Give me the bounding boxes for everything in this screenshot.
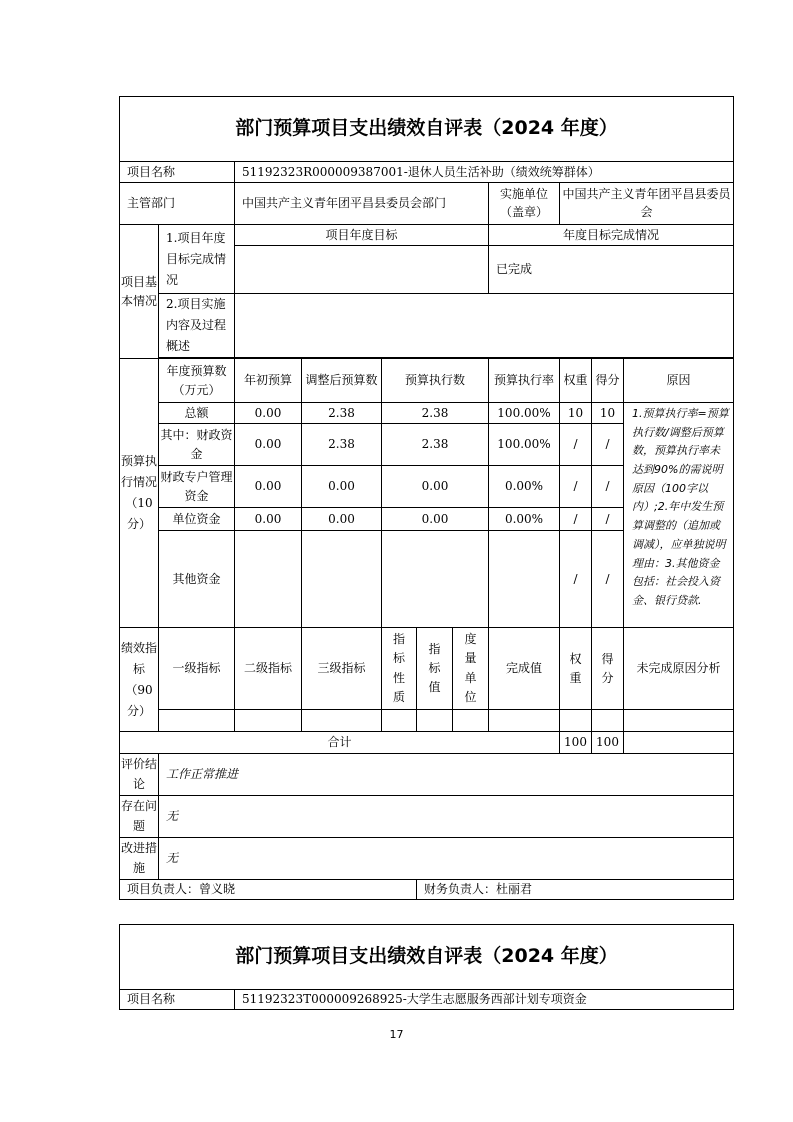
header-adjusted-budget: 调整后预算数: [302, 359, 382, 403]
perf-header-level3: 三级指标: [302, 628, 382, 710]
budget-row-name: 财政专户管理资金: [159, 466, 235, 508]
impl-unit-value: 中国共产主义青年团平昌县委员会: [560, 183, 734, 225]
goal-status-value: 已完成: [489, 246, 734, 294]
project-name-value: 51192323T000009268925-大学生志愿服务西部计划专项资金: [235, 990, 734, 1010]
header-initial-budget: 年初预算: [235, 359, 302, 403]
eval-label: 评价结论: [120, 754, 159, 796]
basic-info-label: 项目基本情况: [120, 225, 159, 359]
header-score: 得分: [592, 359, 624, 403]
budget-row-rate: 0.00%: [489, 508, 560, 531]
budget-row-score: /: [592, 466, 624, 508]
budget-row-rate: 100.00%: [489, 403, 560, 424]
header-reason: 原因: [624, 359, 734, 403]
budget-row-name: 总额: [159, 403, 235, 424]
improve-value: 无: [159, 838, 734, 880]
project-name-value: 51192323R000009387001-退休人员生活补助（绩效统筹群体）: [235, 162, 734, 183]
budget-row-initial: 0.00: [235, 466, 302, 508]
budget-row-executed: 2.38: [382, 403, 489, 424]
perf-empty-cell: [159, 710, 235, 732]
budget-row-name: 其他资金: [159, 531, 235, 628]
annual-goal-value: [235, 246, 489, 294]
issue-label: 存在问题: [120, 796, 159, 838]
project-name-label: 项目名称: [120, 990, 235, 1010]
finance-leader: 财务负责人：杜丽君: [417, 880, 734, 900]
budget-row-rate: [489, 531, 560, 628]
project-leader: 项目负责人：曾义晓: [120, 880, 417, 900]
total-weight: 100: [560, 732, 592, 754]
issue-value: 无: [159, 796, 734, 838]
perf-empty-cell: [417, 710, 453, 732]
improve-label: 改进措施: [120, 838, 159, 880]
budget-row-initial: 0.00: [235, 508, 302, 531]
budget-row-adjusted: [302, 531, 382, 628]
budget-row-adjusted: 2.38: [302, 403, 382, 424]
perf-header-level1: 一级指标: [159, 628, 235, 710]
perf-empty-cell: [302, 710, 382, 732]
budget-row-executed: 0.00: [382, 508, 489, 531]
header-executed-budget: 预算执行数: [382, 359, 489, 403]
perf-header-value: 指标值: [417, 628, 453, 710]
perf-header-score: 得分: [592, 628, 624, 710]
evaluation-table-1: [119, 96, 734, 900]
budget-row-initial: 0.00: [235, 424, 302, 466]
table-title: 部门预算项目支出绩效自评表（2024 年度）: [120, 97, 734, 162]
perf-header-nature: 指标性质: [382, 628, 417, 710]
page-number: 17: [389, 1028, 404, 1041]
annual-goal-header: 项目年度目标: [235, 225, 489, 246]
budget-row-name: 单位资金: [159, 508, 235, 531]
perf-header-analysis: 未完成原因分析: [624, 628, 734, 710]
perf-header-level2: 二级指标: [235, 628, 302, 710]
dept-value: 中国共产主义青年团平昌县委员会部门: [235, 183, 489, 225]
header-weight: 权重: [560, 359, 592, 403]
dept-label: 主管部门: [120, 183, 235, 225]
perf-empty-cell: [560, 710, 592, 732]
budget-row-score: 10: [592, 403, 624, 424]
impl-unit-label: 实施单位（盖章）: [489, 183, 560, 225]
perf-empty-cell: [235, 710, 302, 732]
budget-row-adjusted: 0.00: [302, 466, 382, 508]
table-title: 部门预算项目支出绩效自评表（2024 年度）: [120, 925, 734, 990]
budget-row-adjusted: 0.00: [302, 508, 382, 531]
header-annual-budget: 年度预算数（万元）: [159, 359, 235, 403]
eval-value: 工作正常推进: [159, 754, 734, 796]
total-label: 合计: [120, 732, 560, 754]
evaluation-table-2: [119, 924, 734, 1010]
budget-row-weight: 10: [560, 403, 592, 424]
budget-row-executed: 2.38: [382, 424, 489, 466]
perf-empty-cell: [592, 710, 624, 732]
budget-row-weight: /: [560, 424, 592, 466]
perf-header-completed: 完成值: [489, 628, 560, 710]
budget-row-weight: /: [560, 531, 592, 628]
total-empty: [624, 732, 734, 754]
budget-row-weight: /: [560, 508, 592, 531]
perf-empty-cell: [624, 710, 734, 732]
budget-row-score: /: [592, 424, 624, 466]
content-value: [235, 294, 734, 358]
perf-header-unit: 度量单位: [453, 628, 489, 710]
perf-empty-cell: [489, 710, 560, 732]
budget-row-rate: 0.00%: [489, 466, 560, 508]
budget-row-score: /: [592, 531, 624, 628]
total-score: 100: [592, 732, 624, 754]
budget-row-rate: 100.00%: [489, 424, 560, 466]
goal-status-header: 年度目标完成情况: [489, 225, 734, 246]
project-name-label: 项目名称: [120, 162, 235, 183]
budget-row-executed: [382, 531, 489, 628]
budget-row-adjusted: 2.38: [302, 424, 382, 466]
budget-row-name: 其中：财政资金: [159, 424, 235, 466]
budget-row-executed: 0.00: [382, 466, 489, 508]
perf-empty-cell: [382, 710, 417, 732]
reason-note: 1.预算执行率=预算执行数/调整后预算数，预算执行率未达到90%的需说明原因（100字以内）;2.年中发生预算调整的（追加或调减），应单独说明理由：3.其他资金包括：社会投入资金、银行贷款.: [624, 403, 734, 628]
budget-row-initial: [235, 531, 302, 628]
budget-row-score: /: [592, 508, 624, 531]
header-exec-rate: 预算执行率: [489, 359, 560, 403]
perf-header-weight: 权重: [560, 628, 592, 710]
budget-section-label: 预算执行情况（10分）: [120, 359, 159, 628]
content-label: 2.项目实施内容及过程概述: [159, 294, 235, 358]
perf-section-label: 绩效指标（90分）: [120, 628, 159, 732]
goal-label: 1.项目年度目标完成情况: [159, 225, 235, 294]
budget-row-weight: /: [560, 466, 592, 508]
budget-row-initial: 0.00: [235, 403, 302, 424]
perf-empty-cell: [453, 710, 489, 732]
